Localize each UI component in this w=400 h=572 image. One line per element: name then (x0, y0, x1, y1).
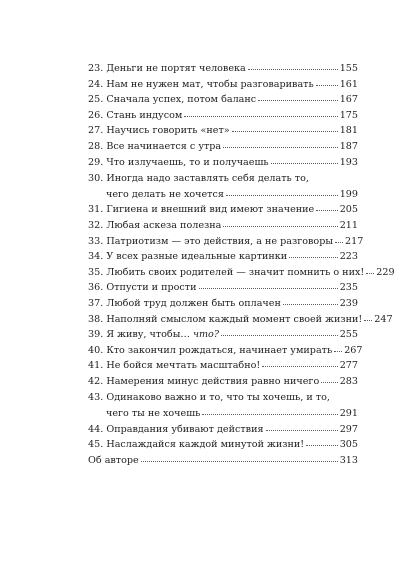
leader-dots (199, 288, 338, 289)
toc-entry-title: 41. Не бойся мечтать масштабно! (88, 360, 261, 372)
toc-entry-27 (88, 123, 358, 139)
leader-dots (364, 320, 372, 321)
toc-entry-title: 32. Любая аскеза полезна (88, 219, 222, 231)
toc-entry-44 (88, 422, 358, 438)
leader-dots (316, 210, 337, 211)
toc-entry-29 (88, 155, 358, 171)
toc-entry-title: 38. Наполняй смыслом каждый момент своей жизни! (88, 313, 363, 325)
leader-dots (202, 414, 337, 415)
toc-entry-25 (88, 92, 358, 108)
toc-entry-30 (88, 171, 358, 202)
toc-page-number: 187 (339, 140, 358, 152)
toc-entry-title: 27. Научись говорить «нет» (88, 125, 230, 137)
toc-entry-title: 44. Оправдания убивают действия (88, 423, 264, 435)
toc-entry-title: 30. Иногда надо заставлять себя делать то, (88, 173, 309, 185)
toc-page-number: 217 (344, 235, 364, 247)
leader-dots (334, 351, 342, 352)
toc-entry-31 (88, 202, 358, 218)
toc-page-number: 199 (339, 188, 358, 200)
toc-page-number: 247 (374, 313, 393, 325)
toc-entry-title: 35. Любить своих родителей — значит помнить о них! (88, 266, 365, 278)
leader-dots (232, 131, 338, 132)
leader-dots (223, 226, 337, 227)
toc-page-number: 211 (339, 219, 358, 231)
leader-dots (316, 85, 338, 86)
toc-entry-title: 42. Намерения минус действия равно ничего (88, 375, 320, 387)
toc-entry-43 (88, 390, 358, 421)
toc-entry-title: 45. Наслаждайся каждой минутой жизни! (88, 439, 305, 451)
toc-entry-title: 31. Гигиена и внешний вид имеют значение (88, 204, 315, 216)
toc-page-number: 229 (376, 266, 395, 278)
toc-entry-title-italic: что? (192, 329, 219, 341)
toc-page-number: 181 (339, 125, 358, 137)
toc-page-number: 155 (339, 63, 358, 74)
toc-entry-title: 36. Отпусти и прости (88, 282, 197, 294)
toc-page-number: 277 (339, 360, 358, 372)
leader-dots (266, 430, 338, 431)
toc-entry-41 (88, 358, 358, 374)
toc-page-number: 205 (339, 204, 358, 216)
toc-entry-39 (88, 327, 358, 343)
toc-entry-38 (88, 312, 393, 328)
table-of-contents (88, 61, 395, 468)
toc-entry-title-continued: чего делать не хочется (106, 188, 224, 200)
leader-dots (289, 257, 337, 258)
toc-page-number: 305 (339, 439, 358, 451)
toc-page-number: 291 (339, 408, 358, 420)
toc-entry-title: 28. Все начинается с утра (88, 140, 222, 152)
toc-entry-title: 23. Деньги не портят человека (88, 63, 246, 74)
toc-entry-title-continued: чего ты не хочешь (106, 408, 201, 420)
toc-entry-33 (88, 234, 364, 250)
toc-entry-title: 24. Нам не нужен мат, чтобы разговаривать (88, 78, 314, 90)
toc-entry-about-author (88, 453, 358, 469)
leader-dots (248, 69, 338, 70)
toc-page-number: 167 (339, 94, 358, 106)
toc-entry-24 (88, 77, 358, 93)
toc-page-number: 297 (339, 423, 358, 435)
toc-entry-42 (88, 374, 358, 390)
toc-entry-title: 26. Стань индусом (88, 109, 183, 121)
toc-entry-title: 39. Я живу, чтобы… что? (88, 329, 219, 341)
toc-entry-title: 37. Любой труд должен быть оплачен (88, 297, 281, 309)
leader-dots (141, 461, 338, 462)
toc-entry-title: Об авторе (88, 454, 139, 466)
leader-dots (321, 382, 337, 383)
toc-entry-26 (88, 108, 358, 124)
leader-dots (271, 163, 338, 164)
leader-dots (223, 147, 338, 148)
toc-page-number: 313 (339, 454, 358, 466)
toc-page-number: 175 (339, 109, 358, 121)
leader-dots (306, 445, 338, 446)
toc-entry-35 (88, 265, 395, 281)
toc-page-number: 161 (339, 78, 358, 90)
toc-page-number: 223 (339, 251, 358, 263)
toc-entry-36 (88, 280, 358, 296)
toc-entry-40 (88, 343, 363, 359)
leader-dots (366, 273, 374, 274)
toc-page-number: 283 (339, 375, 358, 387)
toc-entry-title: 40. Кто закончил рождаться, начинает умирать (88, 344, 333, 356)
toc-entry-title: 34. У всех разные идеальные картинки (88, 251, 288, 263)
toc-entry-title: 33. Патриотизм — это действия, а не разговоры (88, 235, 333, 247)
toc-page-number: 255 (339, 329, 358, 341)
toc-entry-23 (88, 61, 358, 77)
toc-entry-title: 25. Сначала успех, потом баланс (88, 94, 257, 106)
toc-page-number: 239 (339, 297, 358, 309)
toc-entry-45 (88, 437, 358, 453)
leader-dots (258, 100, 338, 101)
leader-dots (335, 242, 343, 243)
toc-entry-title: 29. Что излучаешь, то и получаешь (88, 156, 269, 168)
toc-entry-32 (88, 218, 358, 234)
toc-page-number: 267 (344, 344, 363, 356)
leader-dots (283, 304, 338, 305)
toc-page-number: 193 (339, 156, 358, 168)
leader-dots (226, 195, 338, 196)
toc-entry-title: 43. Одинаково важно и то, что ты хочешь, и то, (88, 392, 330, 404)
toc-entry-28 (88, 139, 358, 155)
leader-dots (184, 116, 337, 117)
toc-entry-34 (88, 249, 358, 265)
leader-dots (262, 366, 337, 367)
toc-entry-37 (88, 296, 358, 312)
leader-dots (221, 335, 338, 336)
toc-page-number: 235 (339, 282, 358, 294)
